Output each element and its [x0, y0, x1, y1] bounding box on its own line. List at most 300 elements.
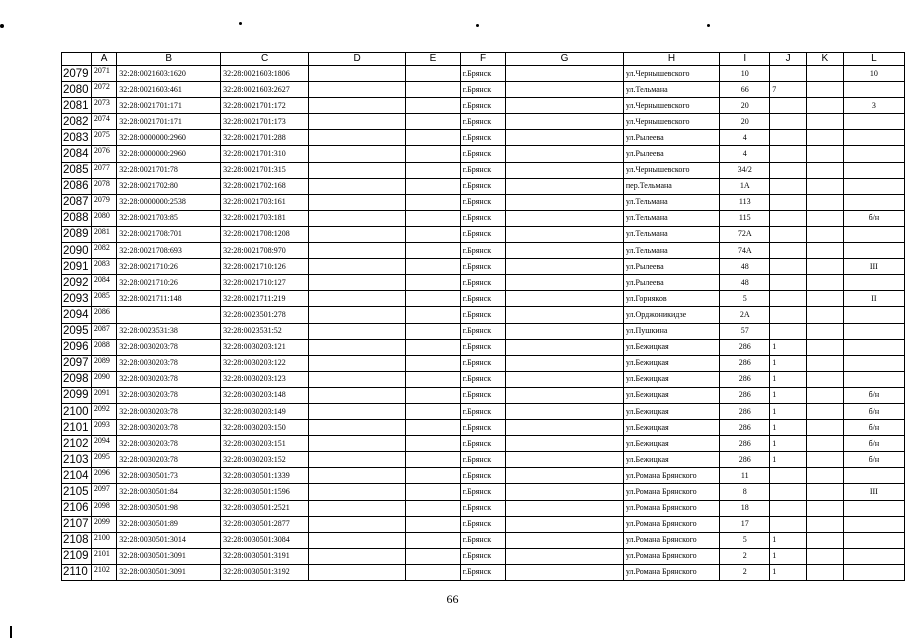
cell-f[interactable]: г.Брянск [460, 226, 505, 242]
column-header-f[interactable]: F [460, 53, 505, 66]
cell-g[interactable] [506, 243, 624, 259]
cell-j[interactable] [770, 178, 807, 194]
cell-d[interactable] [309, 114, 406, 130]
row-number[interactable]: 2097 [62, 355, 92, 371]
row-number[interactable]: 2086 [62, 178, 92, 194]
cell-e[interactable] [406, 484, 461, 500]
cell-b[interactable]: 32:28:0021701:78 [117, 162, 221, 178]
cell-b[interactable]: 32:28:0000000:2960 [117, 130, 221, 146]
cell-k[interactable] [806, 130, 843, 146]
cell-b[interactable]: 32:28:0030501:3091 [117, 564, 221, 580]
row-number[interactable]: 2088 [62, 210, 92, 226]
cell-i[interactable]: 4 [720, 130, 770, 146]
cell-j[interactable]: 1 [770, 532, 807, 548]
cell-g[interactable] [506, 355, 624, 371]
cell-b[interactable]: 32:28:0021708:701 [117, 226, 221, 242]
cell-i[interactable]: 48 [720, 275, 770, 291]
cell-i[interactable]: 286 [720, 436, 770, 452]
cell-g[interactable] [506, 226, 624, 242]
cell-g[interactable] [506, 403, 624, 419]
cell-c[interactable]: 32:28:0021702:168 [221, 178, 309, 194]
cell-l[interactable]: II [843, 291, 904, 307]
cell-h[interactable]: ул.Чернышевского [623, 162, 719, 178]
cell-e[interactable] [406, 403, 461, 419]
cell-e[interactable] [406, 98, 461, 114]
cell-k[interactable] [806, 484, 843, 500]
cell-k[interactable] [806, 66, 843, 82]
cell-c[interactable]: 32:28:0021701:315 [221, 162, 309, 178]
cell-h[interactable]: ул.Бежицкая [623, 452, 719, 468]
cell-h[interactable]: ул.Тельмана [623, 82, 719, 98]
row-number[interactable]: 2104 [62, 468, 92, 484]
cell-k[interactable] [806, 146, 843, 162]
cell-e[interactable] [406, 387, 461, 403]
cell-k[interactable] [806, 226, 843, 242]
cell-i[interactable]: 4 [720, 146, 770, 162]
cell-e[interactable] [406, 275, 461, 291]
cell-k[interactable] [806, 532, 843, 548]
cell-d[interactable] [309, 130, 406, 146]
row-number[interactable]: 2102 [62, 436, 92, 452]
cell-e[interactable] [406, 130, 461, 146]
cell-b[interactable]: 32:28:0030501:73 [117, 468, 221, 484]
cell-d[interactable] [309, 436, 406, 452]
cell-b[interactable]: 32:28:0000000:2538 [117, 194, 221, 210]
cell-j[interactable] [770, 226, 807, 242]
cell-e[interactable] [406, 291, 461, 307]
cell-f[interactable]: г.Брянск [460, 275, 505, 291]
cell-a[interactable]: 2091 [91, 387, 116, 403]
cell-l[interactable] [843, 178, 904, 194]
cell-g[interactable] [506, 275, 624, 291]
cell-d[interactable] [309, 532, 406, 548]
cell-l[interactable] [843, 194, 904, 210]
cell-c[interactable]: 32:28:0021701:310 [221, 146, 309, 162]
cell-h[interactable]: ул.Тельмана [623, 194, 719, 210]
cell-j[interactable] [770, 500, 807, 516]
cell-a[interactable]: 2102 [91, 564, 116, 580]
cell-j[interactable] [770, 291, 807, 307]
cell-h[interactable]: ул.Бежицкая [623, 420, 719, 436]
cell-j[interactable]: 1 [770, 420, 807, 436]
cell-l[interactable] [843, 355, 904, 371]
cell-b[interactable]: 32:28:0030501:89 [117, 516, 221, 532]
cell-a[interactable]: 2073 [91, 98, 116, 114]
cell-j[interactable] [770, 243, 807, 259]
cell-j[interactable] [770, 516, 807, 532]
cell-k[interactable] [806, 387, 843, 403]
cell-l[interactable] [843, 339, 904, 355]
column-header-h[interactable]: H [623, 53, 719, 66]
cell-c[interactable]: 32:28:0021710:127 [221, 275, 309, 291]
cell-e[interactable] [406, 194, 461, 210]
cell-i[interactable]: 20 [720, 98, 770, 114]
cell-g[interactable] [506, 484, 624, 500]
row-number[interactable]: 2083 [62, 130, 92, 146]
cell-d[interactable] [309, 98, 406, 114]
cell-j[interactable] [770, 323, 807, 339]
cell-j[interactable] [770, 210, 807, 226]
cell-b[interactable]: 32:28:0021708:693 [117, 243, 221, 259]
cell-l[interactable] [843, 371, 904, 387]
cell-l[interactable] [843, 114, 904, 130]
cell-e[interactable] [406, 564, 461, 580]
cell-b[interactable]: 32:28:0030501:98 [117, 500, 221, 516]
cell-i[interactable]: 2 [720, 548, 770, 564]
cell-c[interactable]: 32:28:0030203:123 [221, 371, 309, 387]
cell-c[interactable]: 32:28:0021711:219 [221, 291, 309, 307]
cell-d[interactable] [309, 243, 406, 259]
cell-h[interactable]: ул.Бежицкая [623, 339, 719, 355]
cell-g[interactable] [506, 259, 624, 275]
cell-l[interactable] [843, 516, 904, 532]
cell-g[interactable] [506, 452, 624, 468]
cell-f[interactable]: г.Брянск [460, 323, 505, 339]
cell-d[interactable] [309, 275, 406, 291]
cell-a[interactable]: 2082 [91, 243, 116, 259]
cell-f[interactable]: г.Брянск [460, 291, 505, 307]
cell-j[interactable]: 1 [770, 564, 807, 580]
row-number[interactable]: 2093 [62, 291, 92, 307]
cell-e[interactable] [406, 307, 461, 323]
cell-h[interactable]: ул.Романа Брянского [623, 564, 719, 580]
cell-d[interactable] [309, 516, 406, 532]
cell-f[interactable]: г.Брянск [460, 500, 505, 516]
cell-h[interactable]: ул.Тельмана [623, 210, 719, 226]
column-header-e[interactable]: E [406, 53, 461, 66]
cell-h[interactable]: ул.Тельмана [623, 243, 719, 259]
cell-l[interactable] [843, 275, 904, 291]
cell-d[interactable] [309, 259, 406, 275]
cell-c[interactable]: 32:28:0030501:3191 [221, 548, 309, 564]
row-number[interactable]: 2101 [62, 420, 92, 436]
cell-c[interactable]: 32:28:0030203:121 [221, 339, 309, 355]
row-number[interactable]: 2094 [62, 307, 92, 323]
cell-k[interactable] [806, 210, 843, 226]
cell-k[interactable] [806, 468, 843, 484]
cell-i[interactable]: 286 [720, 403, 770, 419]
cell-h[interactable]: ул.Романа Брянского [623, 500, 719, 516]
cell-d[interactable] [309, 420, 406, 436]
cell-l[interactable] [843, 146, 904, 162]
cell-b[interactable]: 32:28:0030501:3091 [117, 548, 221, 564]
cell-d[interactable] [309, 548, 406, 564]
cell-j[interactable] [770, 468, 807, 484]
cell-j[interactable]: 1 [770, 387, 807, 403]
cell-g[interactable] [506, 564, 624, 580]
cell-f[interactable]: г.Брянск [460, 355, 505, 371]
cell-i[interactable]: 1А [720, 178, 770, 194]
cell-a[interactable]: 2081 [91, 226, 116, 242]
cell-f[interactable]: г.Брянск [460, 436, 505, 452]
row-number[interactable]: 2095 [62, 323, 92, 339]
row-number[interactable]: 2090 [62, 243, 92, 259]
cell-c[interactable]: 32:28:0030203:151 [221, 436, 309, 452]
cell-f[interactable]: г.Брянск [460, 146, 505, 162]
cell-b[interactable]: 32:28:0021701:171 [117, 98, 221, 114]
cell-g[interactable] [506, 307, 624, 323]
cell-d[interactable] [309, 468, 406, 484]
cell-h[interactable]: ул.Рылеева [623, 275, 719, 291]
cell-i[interactable]: 5 [720, 532, 770, 548]
cell-a[interactable]: 2076 [91, 146, 116, 162]
cell-f[interactable]: г.Брянск [460, 420, 505, 436]
cell-d[interactable] [309, 291, 406, 307]
cell-l[interactable] [843, 226, 904, 242]
cell-f[interactable]: г.Брянск [460, 178, 505, 194]
column-header-i[interactable]: I [720, 53, 770, 66]
cell-g[interactable] [506, 82, 624, 98]
row-number[interactable]: 2080 [62, 82, 92, 98]
cell-f[interactable]: г.Брянск [460, 564, 505, 580]
cell-f[interactable]: г.Брянск [460, 516, 505, 532]
cell-f[interactable]: г.Брянск [460, 259, 505, 275]
cell-e[interactable] [406, 468, 461, 484]
cell-c[interactable]: 32:28:0023501:278 [221, 307, 309, 323]
cell-b[interactable]: 32:28:0021703:85 [117, 210, 221, 226]
cell-g[interactable] [506, 194, 624, 210]
cell-l[interactable] [843, 323, 904, 339]
cell-i[interactable]: 8 [720, 484, 770, 500]
cell-a[interactable]: 2079 [91, 194, 116, 210]
cell-a[interactable]: 2101 [91, 548, 116, 564]
cell-d[interactable] [309, 146, 406, 162]
cell-h[interactable]: ул.Горняков [623, 291, 719, 307]
column-header-j[interactable]: J [770, 53, 807, 66]
cell-j[interactable] [770, 484, 807, 500]
cell-h[interactable]: пер.Тельмана [623, 178, 719, 194]
cell-c[interactable]: 32:28:0021603:2627 [221, 82, 309, 98]
cell-k[interactable] [806, 291, 843, 307]
cell-l[interactable] [843, 243, 904, 259]
cell-g[interactable] [506, 98, 624, 114]
cell-c[interactable]: 32:28:0023531:52 [221, 323, 309, 339]
cell-a[interactable]: 2080 [91, 210, 116, 226]
cell-a[interactable]: 2083 [91, 259, 116, 275]
cell-k[interactable] [806, 178, 843, 194]
cell-g[interactable] [506, 323, 624, 339]
cell-e[interactable] [406, 532, 461, 548]
cell-d[interactable] [309, 403, 406, 419]
cell-i[interactable]: 286 [720, 355, 770, 371]
cell-f[interactable]: г.Брянск [460, 403, 505, 419]
cell-h[interactable]: ул.Романа Брянского [623, 484, 719, 500]
column-header-d[interactable]: D [309, 53, 406, 66]
cell-j[interactable] [770, 259, 807, 275]
cell-i[interactable]: 17 [720, 516, 770, 532]
cell-c[interactable]: 32:28:0021703:161 [221, 194, 309, 210]
cell-i[interactable]: 286 [720, 452, 770, 468]
cell-b[interactable]: 32:28:0021711:148 [117, 291, 221, 307]
corner-header[interactable] [62, 53, 92, 66]
cell-i[interactable]: 48 [720, 259, 770, 275]
cell-g[interactable] [506, 130, 624, 146]
cell-k[interactable] [806, 339, 843, 355]
cell-d[interactable] [309, 178, 406, 194]
cell-f[interactable]: г.Брянск [460, 98, 505, 114]
row-number[interactable]: 2108 [62, 532, 92, 548]
cell-g[interactable] [506, 162, 624, 178]
cell-d[interactable] [309, 307, 406, 323]
cell-j[interactable] [770, 66, 807, 82]
cell-h[interactable]: ул.Бежицкая [623, 436, 719, 452]
cell-h[interactable]: ул.Романа Брянского [623, 468, 719, 484]
cell-l[interactable]: б/н [843, 420, 904, 436]
cell-b[interactable]: 32:28:0030203:78 [117, 420, 221, 436]
cell-l[interactable]: б/н [843, 436, 904, 452]
cell-l[interactable]: III [843, 259, 904, 275]
column-header-b[interactable]: B [117, 53, 221, 66]
cell-k[interactable] [806, 564, 843, 580]
cell-e[interactable] [406, 323, 461, 339]
cell-d[interactable] [309, 82, 406, 98]
cell-l[interactable] [843, 500, 904, 516]
cell-k[interactable] [806, 162, 843, 178]
row-number[interactable]: 2106 [62, 500, 92, 516]
cell-c[interactable]: 32:28:0021708:1208 [221, 226, 309, 242]
cell-e[interactable] [406, 420, 461, 436]
cell-a[interactable]: 2094 [91, 436, 116, 452]
cell-b[interactable]: 32:28:0030203:78 [117, 339, 221, 355]
cell-f[interactable]: г.Брянск [460, 194, 505, 210]
cell-e[interactable] [406, 114, 461, 130]
cell-j[interactable] [770, 162, 807, 178]
cell-k[interactable] [806, 259, 843, 275]
cell-i[interactable]: 20 [720, 114, 770, 130]
cell-a[interactable]: 2098 [91, 500, 116, 516]
cell-k[interactable] [806, 452, 843, 468]
cell-d[interactable] [309, 371, 406, 387]
cell-c[interactable]: 32:28:0030501:1596 [221, 484, 309, 500]
cell-k[interactable] [806, 516, 843, 532]
cell-j[interactable]: 1 [770, 452, 807, 468]
cell-e[interactable] [406, 436, 461, 452]
cell-a[interactable]: 2088 [91, 339, 116, 355]
cell-j[interactable] [770, 194, 807, 210]
cell-b[interactable]: 32:28:0030203:78 [117, 355, 221, 371]
cell-i[interactable]: 2А [720, 307, 770, 323]
cell-h[interactable]: ул.Чернышевского [623, 114, 719, 130]
cell-j[interactable]: 7 [770, 82, 807, 98]
cell-j[interactable]: 1 [770, 403, 807, 419]
cell-l[interactable]: б/н [843, 387, 904, 403]
cell-e[interactable] [406, 226, 461, 242]
row-number[interactable]: 2100 [62, 403, 92, 419]
cell-k[interactable] [806, 82, 843, 98]
cell-g[interactable] [506, 114, 624, 130]
cell-g[interactable] [506, 371, 624, 387]
column-header-c[interactable]: C [221, 53, 309, 66]
cell-f[interactable]: г.Брянск [460, 484, 505, 500]
row-number[interactable]: 2103 [62, 452, 92, 468]
cell-d[interactable] [309, 323, 406, 339]
cell-d[interactable] [309, 484, 406, 500]
cell-i[interactable]: 74А [720, 243, 770, 259]
cell-a[interactable]: 2085 [91, 291, 116, 307]
cell-k[interactable] [806, 275, 843, 291]
cell-f[interactable]: г.Брянск [460, 130, 505, 146]
cell-d[interactable] [309, 452, 406, 468]
cell-i[interactable]: 286 [720, 371, 770, 387]
cell-e[interactable] [406, 339, 461, 355]
column-header-k[interactable]: K [806, 53, 843, 66]
row-number[interactable]: 2105 [62, 484, 92, 500]
cell-h[interactable]: ул.Бежицкая [623, 355, 719, 371]
cell-e[interactable] [406, 178, 461, 194]
cell-k[interactable] [806, 371, 843, 387]
cell-c[interactable]: 32:28:0030203:148 [221, 387, 309, 403]
cell-k[interactable] [806, 500, 843, 516]
cell-i[interactable]: 5 [720, 291, 770, 307]
cell-a[interactable]: 2084 [91, 275, 116, 291]
row-number[interactable]: 2098 [62, 371, 92, 387]
cell-l[interactable]: б/н [843, 403, 904, 419]
row-number[interactable]: 2096 [62, 339, 92, 355]
cell-i[interactable]: 286 [720, 387, 770, 403]
cell-g[interactable] [506, 66, 624, 82]
cell-e[interactable] [406, 66, 461, 82]
cell-e[interactable] [406, 210, 461, 226]
cell-g[interactable] [506, 532, 624, 548]
cell-j[interactable] [770, 114, 807, 130]
column-header-a[interactable]: A [91, 53, 116, 66]
cell-a[interactable]: 2100 [91, 532, 116, 548]
cell-b[interactable]: 32:28:0030203:78 [117, 371, 221, 387]
cell-c[interactable]: 32:28:0030501:3084 [221, 532, 309, 548]
cell-g[interactable] [506, 500, 624, 516]
cell-b[interactable]: 32:28:0021702:80 [117, 178, 221, 194]
cell-b[interactable] [117, 307, 221, 323]
cell-d[interactable] [309, 500, 406, 516]
cell-h[interactable]: ул.Романа Брянского [623, 532, 719, 548]
cell-i[interactable]: 286 [720, 420, 770, 436]
cell-c[interactable]: 32:28:0021701:173 [221, 114, 309, 130]
cell-b[interactable]: 32:28:0030203:78 [117, 403, 221, 419]
cell-g[interactable] [506, 420, 624, 436]
cell-b[interactable]: 32:28:0021710:26 [117, 275, 221, 291]
cell-j[interactable] [770, 275, 807, 291]
cell-h[interactable]: ул.Тельмана [623, 226, 719, 242]
cell-i[interactable]: 2 [720, 564, 770, 580]
row-number[interactable]: 2092 [62, 275, 92, 291]
cell-c[interactable]: 32:28:0021708:970 [221, 243, 309, 259]
cell-l[interactable] [843, 564, 904, 580]
row-number[interactable]: 2084 [62, 146, 92, 162]
cell-k[interactable] [806, 420, 843, 436]
cell-a[interactable]: 2096 [91, 468, 116, 484]
cell-d[interactable] [309, 226, 406, 242]
cell-f[interactable]: г.Брянск [460, 82, 505, 98]
cell-b[interactable]: 32:28:0021603:461 [117, 82, 221, 98]
cell-j[interactable]: 1 [770, 548, 807, 564]
cell-h[interactable]: ул.Рылеева [623, 259, 719, 275]
cell-a[interactable]: 2074 [91, 114, 116, 130]
cell-k[interactable] [806, 307, 843, 323]
cell-g[interactable] [506, 178, 624, 194]
cell-h[interactable]: ул.Бежицкая [623, 387, 719, 403]
cell-c[interactable]: 32:28:0021701:172 [221, 98, 309, 114]
cell-g[interactable] [506, 516, 624, 532]
cell-f[interactable]: г.Брянск [460, 307, 505, 323]
cell-h[interactable]: ул.Орджоникидзе [623, 307, 719, 323]
cell-d[interactable] [309, 66, 406, 82]
cell-h[interactable]: ул.Рылеева [623, 146, 719, 162]
cell-e[interactable] [406, 162, 461, 178]
cell-e[interactable] [406, 146, 461, 162]
cell-i[interactable]: 72А [720, 226, 770, 242]
cell-c[interactable]: 32:28:0030203:152 [221, 452, 309, 468]
cell-d[interactable] [309, 339, 406, 355]
